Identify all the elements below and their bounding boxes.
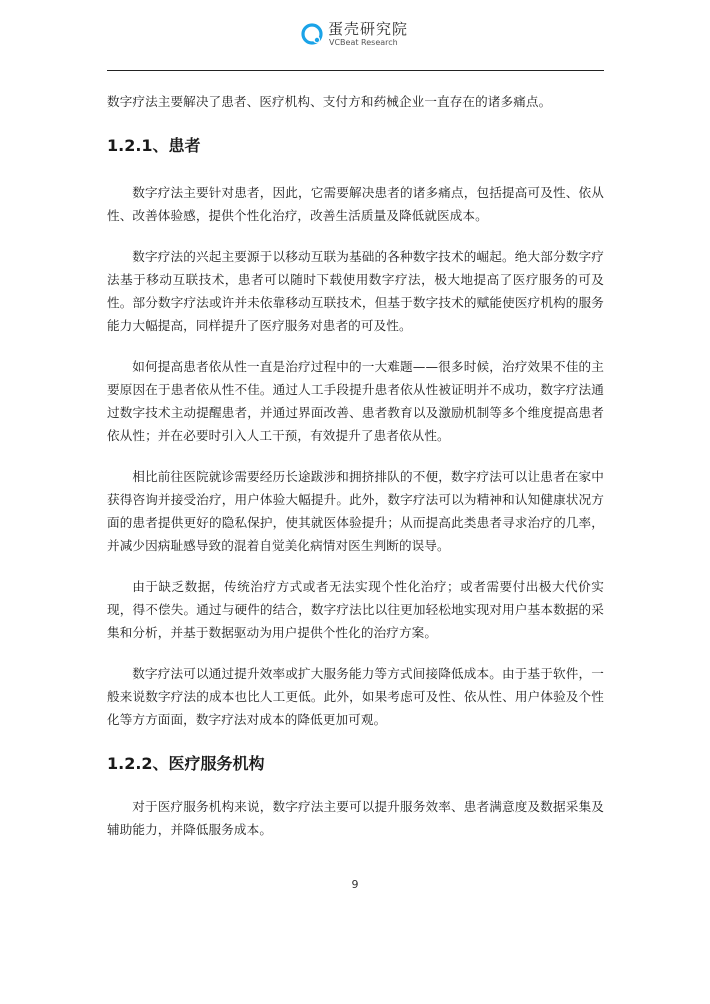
brand-subtitle: VCBeat Research [329, 38, 398, 47]
egg-logo-icon [300, 22, 324, 46]
paragraph: 数字疗法主要针对患者，因此，它需要解决患者的诸多痛点，包括提高可及性、依从性、改善体验感，提供个性化治疗，改善生活质量及降低就医成本。 [107, 185, 604, 223]
header-divider [107, 70, 604, 71]
paragraph: 相比前往医院就诊需要经历长途跋涉和拥挤排队的不便，数字疗法可以让患者在家中获得咨询并接受治疗，用户体验大幅提升。此外，数字疗法可以为精神和认知健康状况方面的患者提供更好的隐私保护，使其就医体验提升；从而提高此类患者寻求治疗的几率，并减少因病耻感导致的混着自觉美化病情对医生判断的误导。 [107, 469, 604, 553]
paragraph: 对于医疗服务机构来说，数字疗法主要可以提升服务效率、患者满意度及数据采集及辅助能力，并降低服务成本。 [107, 799, 604, 837]
section-heading-medical-institutions: 1.2.2、医疗服务机构 [107, 754, 265, 773]
section-heading-patients: 1.2.1、患者 [107, 136, 201, 155]
page-header [0, 18, 710, 52]
brand-logo [300, 18, 420, 52]
page-number: 9 [351, 878, 359, 891]
paragraph: 由于缺乏数据，传统治疗方式或者无法实现个性化治疗；或者需要付出极大代价实现，得不偿失。通过与硬件的结合，数字疗法比以往更加轻松地实现对用户基本数据的采集和分析，并基于数据驱动为用户提供个性化的治疗方案。 [107, 579, 604, 640]
paragraph: 数字疗法的兴起主要源于以移动互联为基础的各种数字技术的崛起。绝大部分数字疗法基于移动互联技术，患者可以随时下载使用数字疗法，极大地提高了医疗服务的可及性。部分数字疗法或许并未依靠移动互联技术，但基于数字技术的赋能使医疗机构的服务能力大幅提高，同样提升了医疗服务对患者的可及性。 [107, 249, 604, 333]
brand-name: 蛋壳研究院 [328, 20, 409, 38]
document-body [107, 90, 604, 841]
paragraph: 如何提高患者依从性一直是治疗过程中的一大难题——很多时候，治疗效果不佳的主要原因在于患者依从性不佳。通过人工手段提升患者依从性被证明并不成功，数字疗法通过数字技术主动提醒患者，并通过界面改善、患者教育以及激励机制等多个维度提高患者依从性；并在必要时引入人工干预，有效提升了患者依从性。 [107, 359, 604, 443]
paragraph: 数字疗法可以通过提升效率或扩大服务能力等方式间接降低成本。由于基于软件，一般来说数字疗法的成本也比人工更低。此外，如果考虑可及性、依从性、用户体验及个性化等方方面面，数字疗法对成本的降低更加可观。 [107, 666, 604, 727]
intro-paragraph: 数字疗法主要解决了患者、医疗机构、支付方和药械企业一直存在的诸多痛点。 [107, 94, 552, 109]
